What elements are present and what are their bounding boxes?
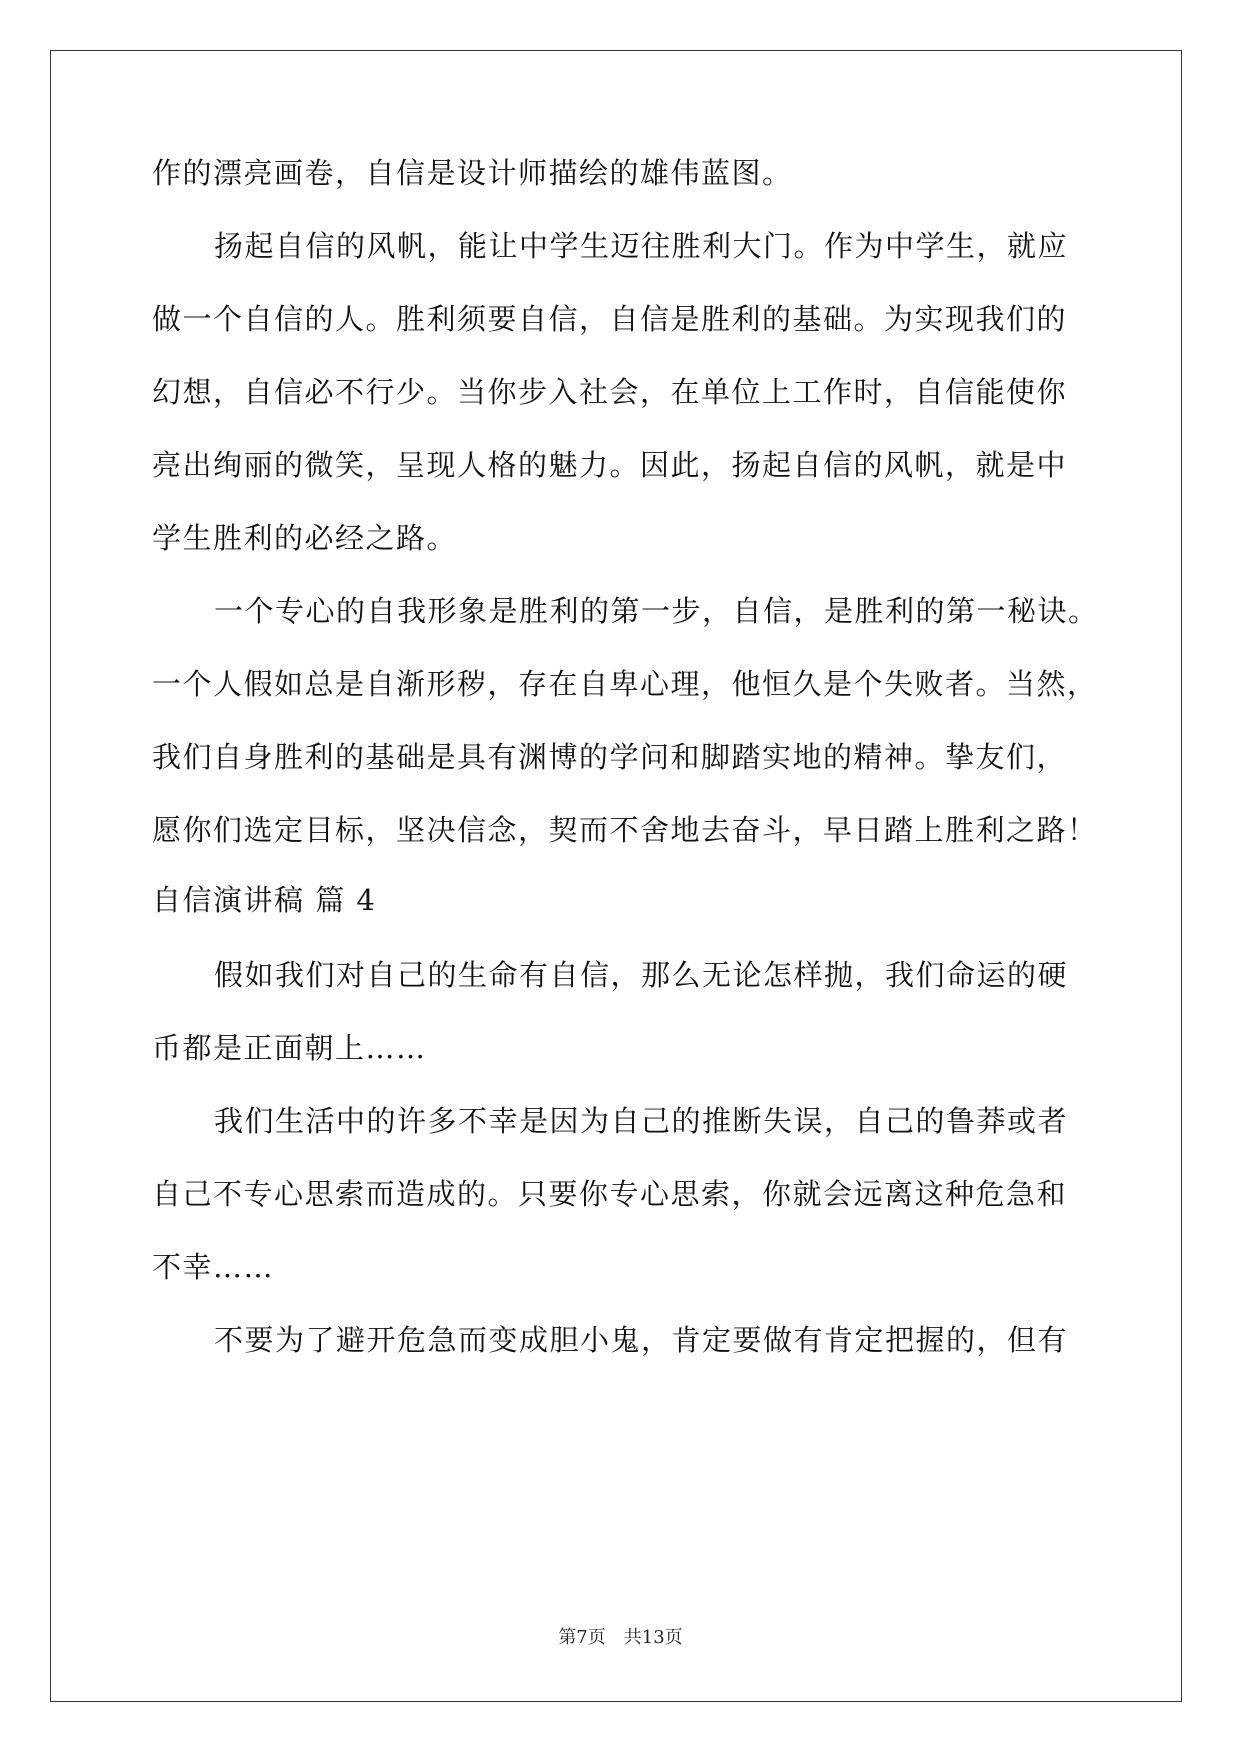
text-line: 自己不专心思索而造成的。只要你专心思索，你就会远离这种危急和 xyxy=(152,1177,1068,1211)
text-line: 一个人假如总是自渐形秽，存在自卑心理，他恒久是个失败者。当然， xyxy=(152,667,1098,701)
page-border xyxy=(50,50,1182,1702)
page-footer xyxy=(0,1626,1241,1650)
section-heading: 自信演讲稿 篇 4 xyxy=(152,883,377,917)
text-line: 作的漂亮画卷，自信是设计师描绘的雄伟蓝图。 xyxy=(152,156,793,190)
page-total: 共13页 xyxy=(623,1627,683,1648)
text-line: 学生胜利的必经之路。 xyxy=(152,521,458,555)
text-line: 亮出绚丽的微笑，呈现人格的魅力。因此，扬起自信的风帆，就是中 xyxy=(152,448,1068,482)
text-line: 幻想，自信必不行少。当你步入社会，在单位上工作时，自信能使你 xyxy=(152,375,1068,409)
text-line: 愿你们选定目标，坚决信念，契而不舍地去奋斗，早日踏上胜利之路！ xyxy=(152,813,1098,847)
paragraph-start: 我们生活中的许多不幸是因为自己的推断失误，自己的鲁莽或者 xyxy=(214,1104,1069,1138)
paragraph-start: 一个专心的自我形象是胜利的第一步，自信，是胜利的第一秘诀。 xyxy=(214,594,1099,628)
text-line: 不幸…… xyxy=(152,1250,275,1284)
text-line: 我们自身胜利的基础是具有渊博的学问和脚踏实地的精神。挚友们， xyxy=(152,740,1068,774)
page-number: 第7页 xyxy=(558,1627,606,1648)
text-line: 币都是正面朝上…… xyxy=(152,1031,427,1065)
paragraph-start: 扬起自信的风帆，能让中学生迈往胜利大门。作为中学生，就应 xyxy=(214,229,1069,263)
paragraph-start: 不要为了避开危急而变成胆小鬼，肯定要做有肯定把握的，但有 xyxy=(214,1323,1069,1357)
text-line: 做一个自信的人。胜利须要自信，自信是胜利的基础。为实现我们的 xyxy=(152,302,1068,336)
paragraph-start: 假如我们对自己的生命有自信，那么无论怎样抛，我们命运的硬 xyxy=(214,958,1069,992)
